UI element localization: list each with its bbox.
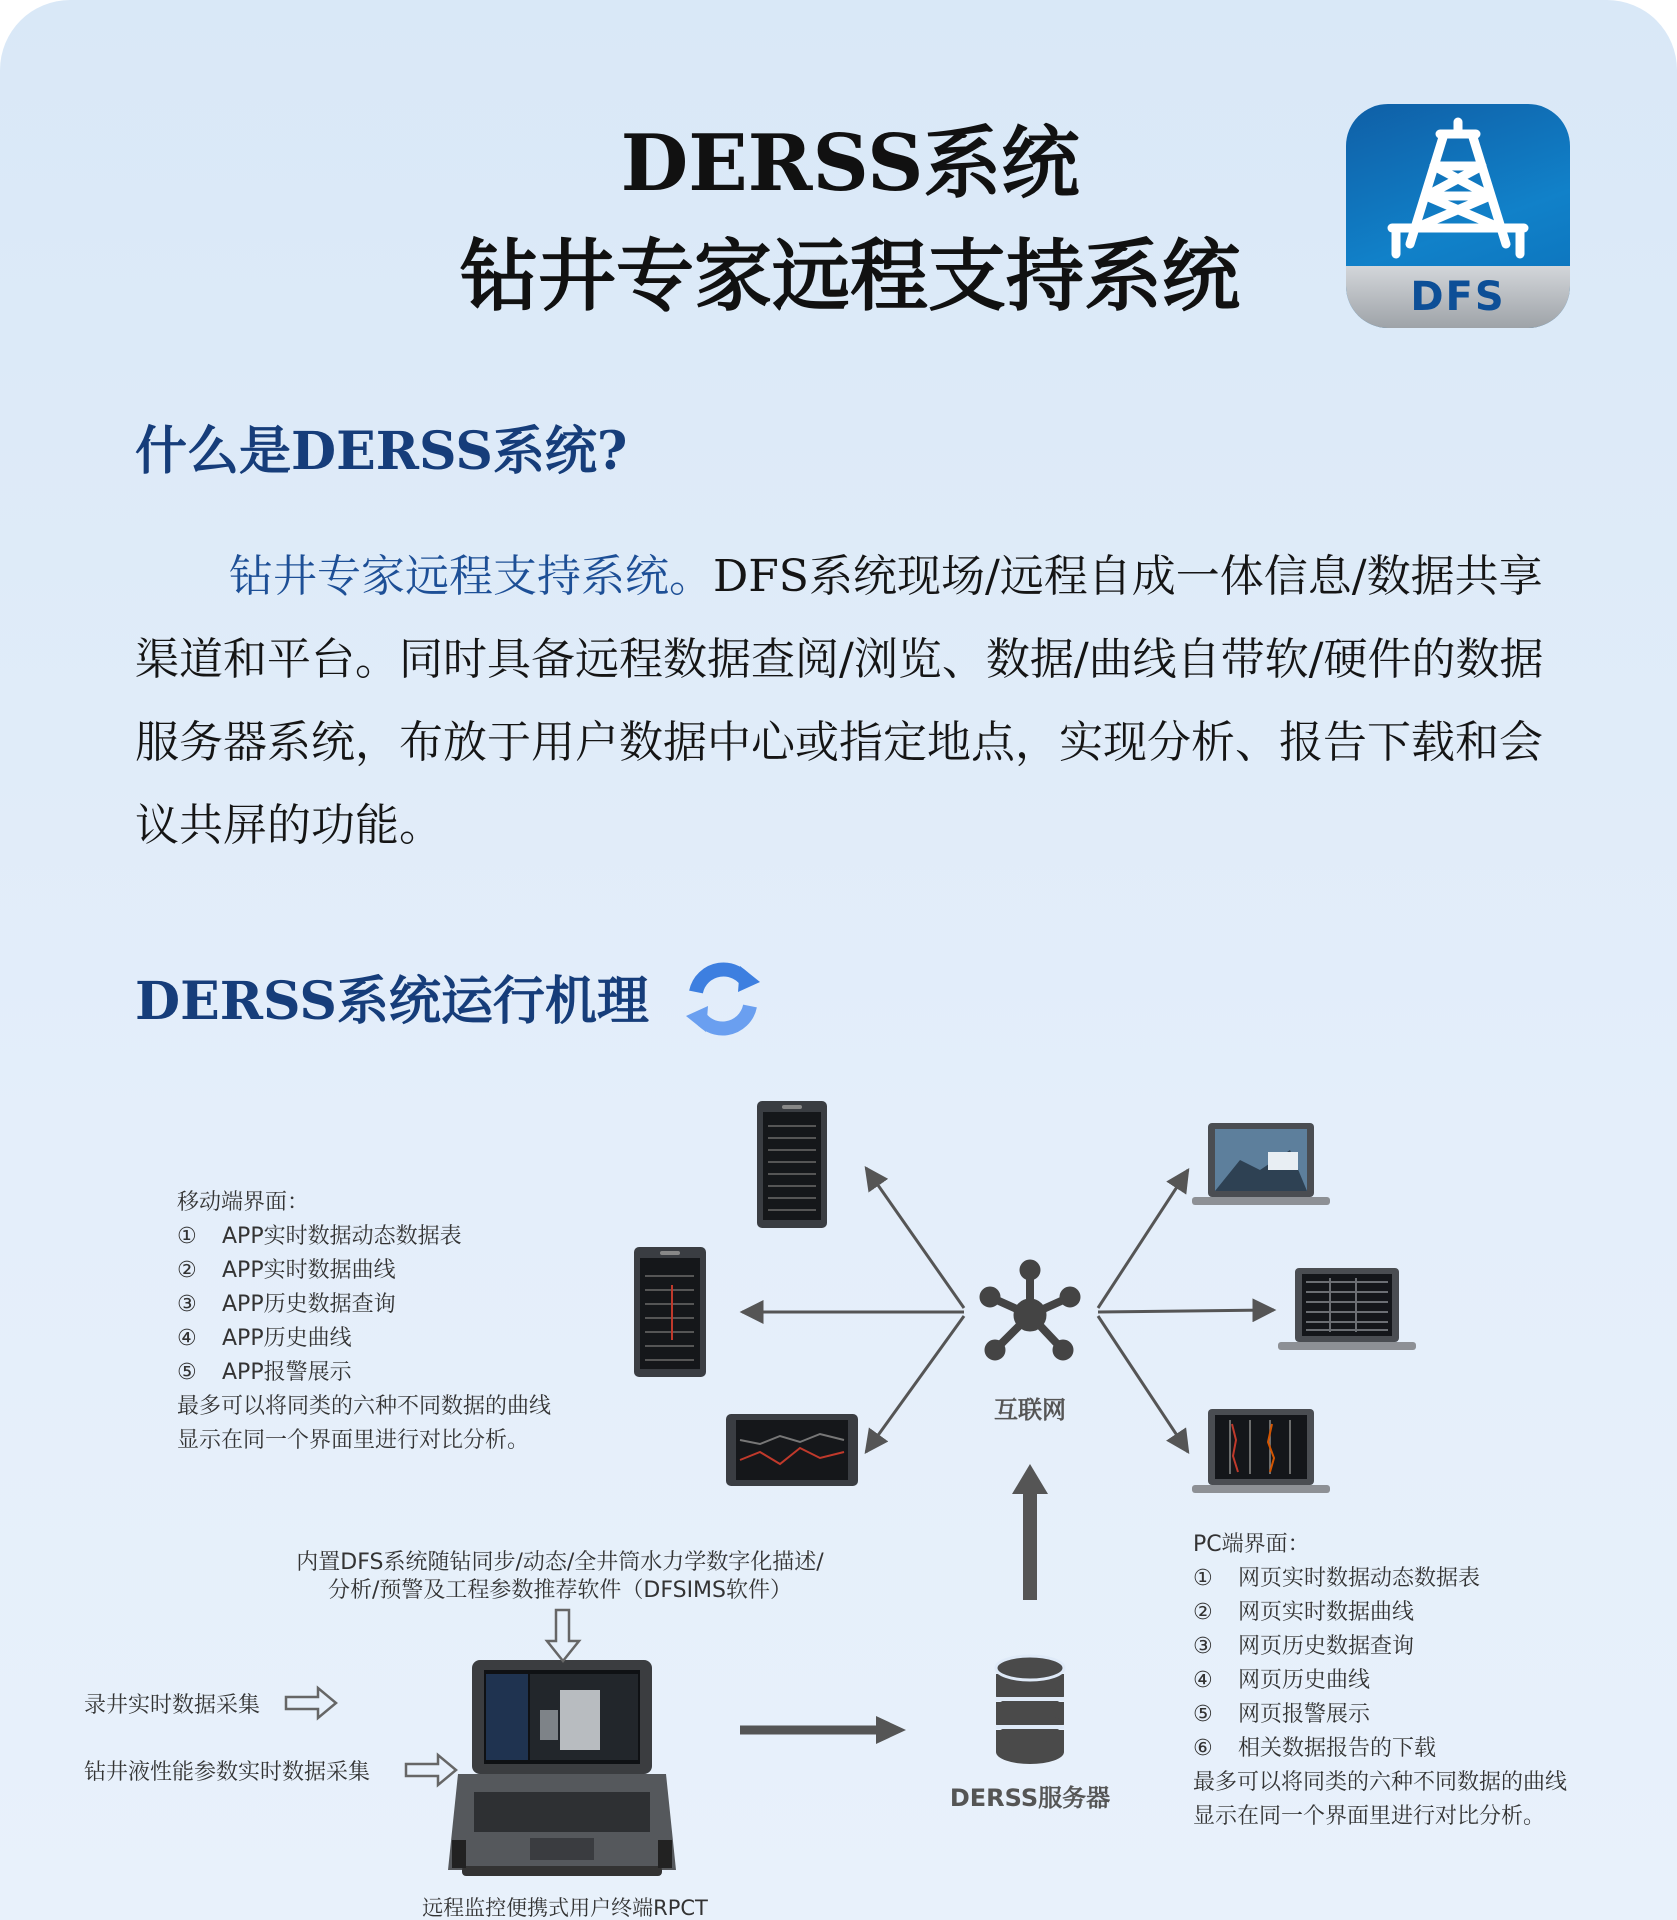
internet-label: 互联网 [994,1396,1066,1424]
laptop-device-icon [1192,1123,1330,1205]
mobile-note-item: ③ APP历史数据查询 [177,1292,396,1317]
page-subtitle: 钻井专家远程支持系统 [459,231,1240,322]
phone-device-icon [757,1101,827,1228]
mobile-note-item: ④ APP历史曲线 [177,1326,352,1351]
mobile-note-item: ① APP实时数据动态数据表 [177,1224,462,1249]
mobile-note-item: ⑤ APP报警展示 [177,1360,352,1385]
software-caption-line2: 分析/预警及工程参数推荐软件（DFSIMS软件） [327,1578,793,1603]
pc-note-item: ⑥ 相关数据报告的下载 [1193,1736,1437,1761]
section-heading-mechanism: DERSS系统运行机理 [135,971,649,1032]
pc-interface-note [1193,1528,1567,1834]
phone-device-icon [726,1414,858,1486]
pc-note-item: ③ 网页历史数据查询 [1193,1634,1415,1659]
dfs-app-logo [1346,104,1570,328]
software-caption-line1: 内置DFS系统随钻同步/动态/全井筒水力学数字化描述/ [296,1550,824,1575]
mobile-note-footer: 最多可以将同类的六种不同数据的曲线 [177,1394,552,1419]
cycle-refresh-icon [682,952,764,1044]
mobile-note-footer: 显示在同一个界面里进行对比分析。 [177,1428,530,1453]
page-title: DERSS系统 [620,118,1080,209]
pc-note-footer: 显示在同一个界面里进行对比分析。 [1193,1804,1546,1829]
input-mudlog-label: 录井实时数据采集 [84,1693,261,1718]
mobile-interface-note [177,1186,551,1458]
server-label: DERSS服务器 [949,1784,1111,1812]
oil-derrick-icon [1346,104,1570,274]
database-server-icon [996,1656,1064,1764]
input-fluid-label: 钻井液性能参数实时数据采集 [84,1760,371,1785]
pc-note-item: ⑤ 网页报警展示 [1193,1702,1371,1727]
intro-body: DFS系统现场/远程自成一体信息/数据共享渠道和平台。同时具备远程数据查阅/浏览、数据/曲线自带软/硬件的数据服务器系统，布放于用户数据中心或指定地点，实现分析、报告下载和会议共屏的功能。 [135,551,1544,851]
intro-paragraph [135,535,1575,867]
laptop-device-icon [1278,1268,1416,1350]
intro-lead: 钻井专家远程支持系统。 [229,551,713,602]
pc-note-item: ② 网页实时数据曲线 [1193,1600,1415,1625]
mobile-note-title: 移动端界面： [177,1190,310,1215]
network-hub-icon [980,1260,1080,1360]
phone-device-icon [634,1247,706,1377]
pc-note-item: ④ 网页历史曲线 [1193,1668,1371,1693]
mobile-note-item: ② APP实时数据曲线 [177,1258,396,1283]
pc-note-item: ① 网页实时数据动态数据表 [1193,1566,1481,1591]
pc-note-footer: 最多可以将同类的六种不同数据的曲线 [1193,1770,1568,1795]
section-heading-what-is: 什么是DERSS系统? [135,421,628,482]
pc-note-title: PC端界面： [1193,1532,1310,1557]
laptop-device-icon [1192,1409,1330,1493]
logo-text: DFS [1410,274,1506,320]
mechanism-diagram [0,1080,1677,1920]
terminal-label: 远程监控便携式用户终端RPCT [422,1896,708,1920]
rugged-laptop-icon [448,1660,676,1876]
